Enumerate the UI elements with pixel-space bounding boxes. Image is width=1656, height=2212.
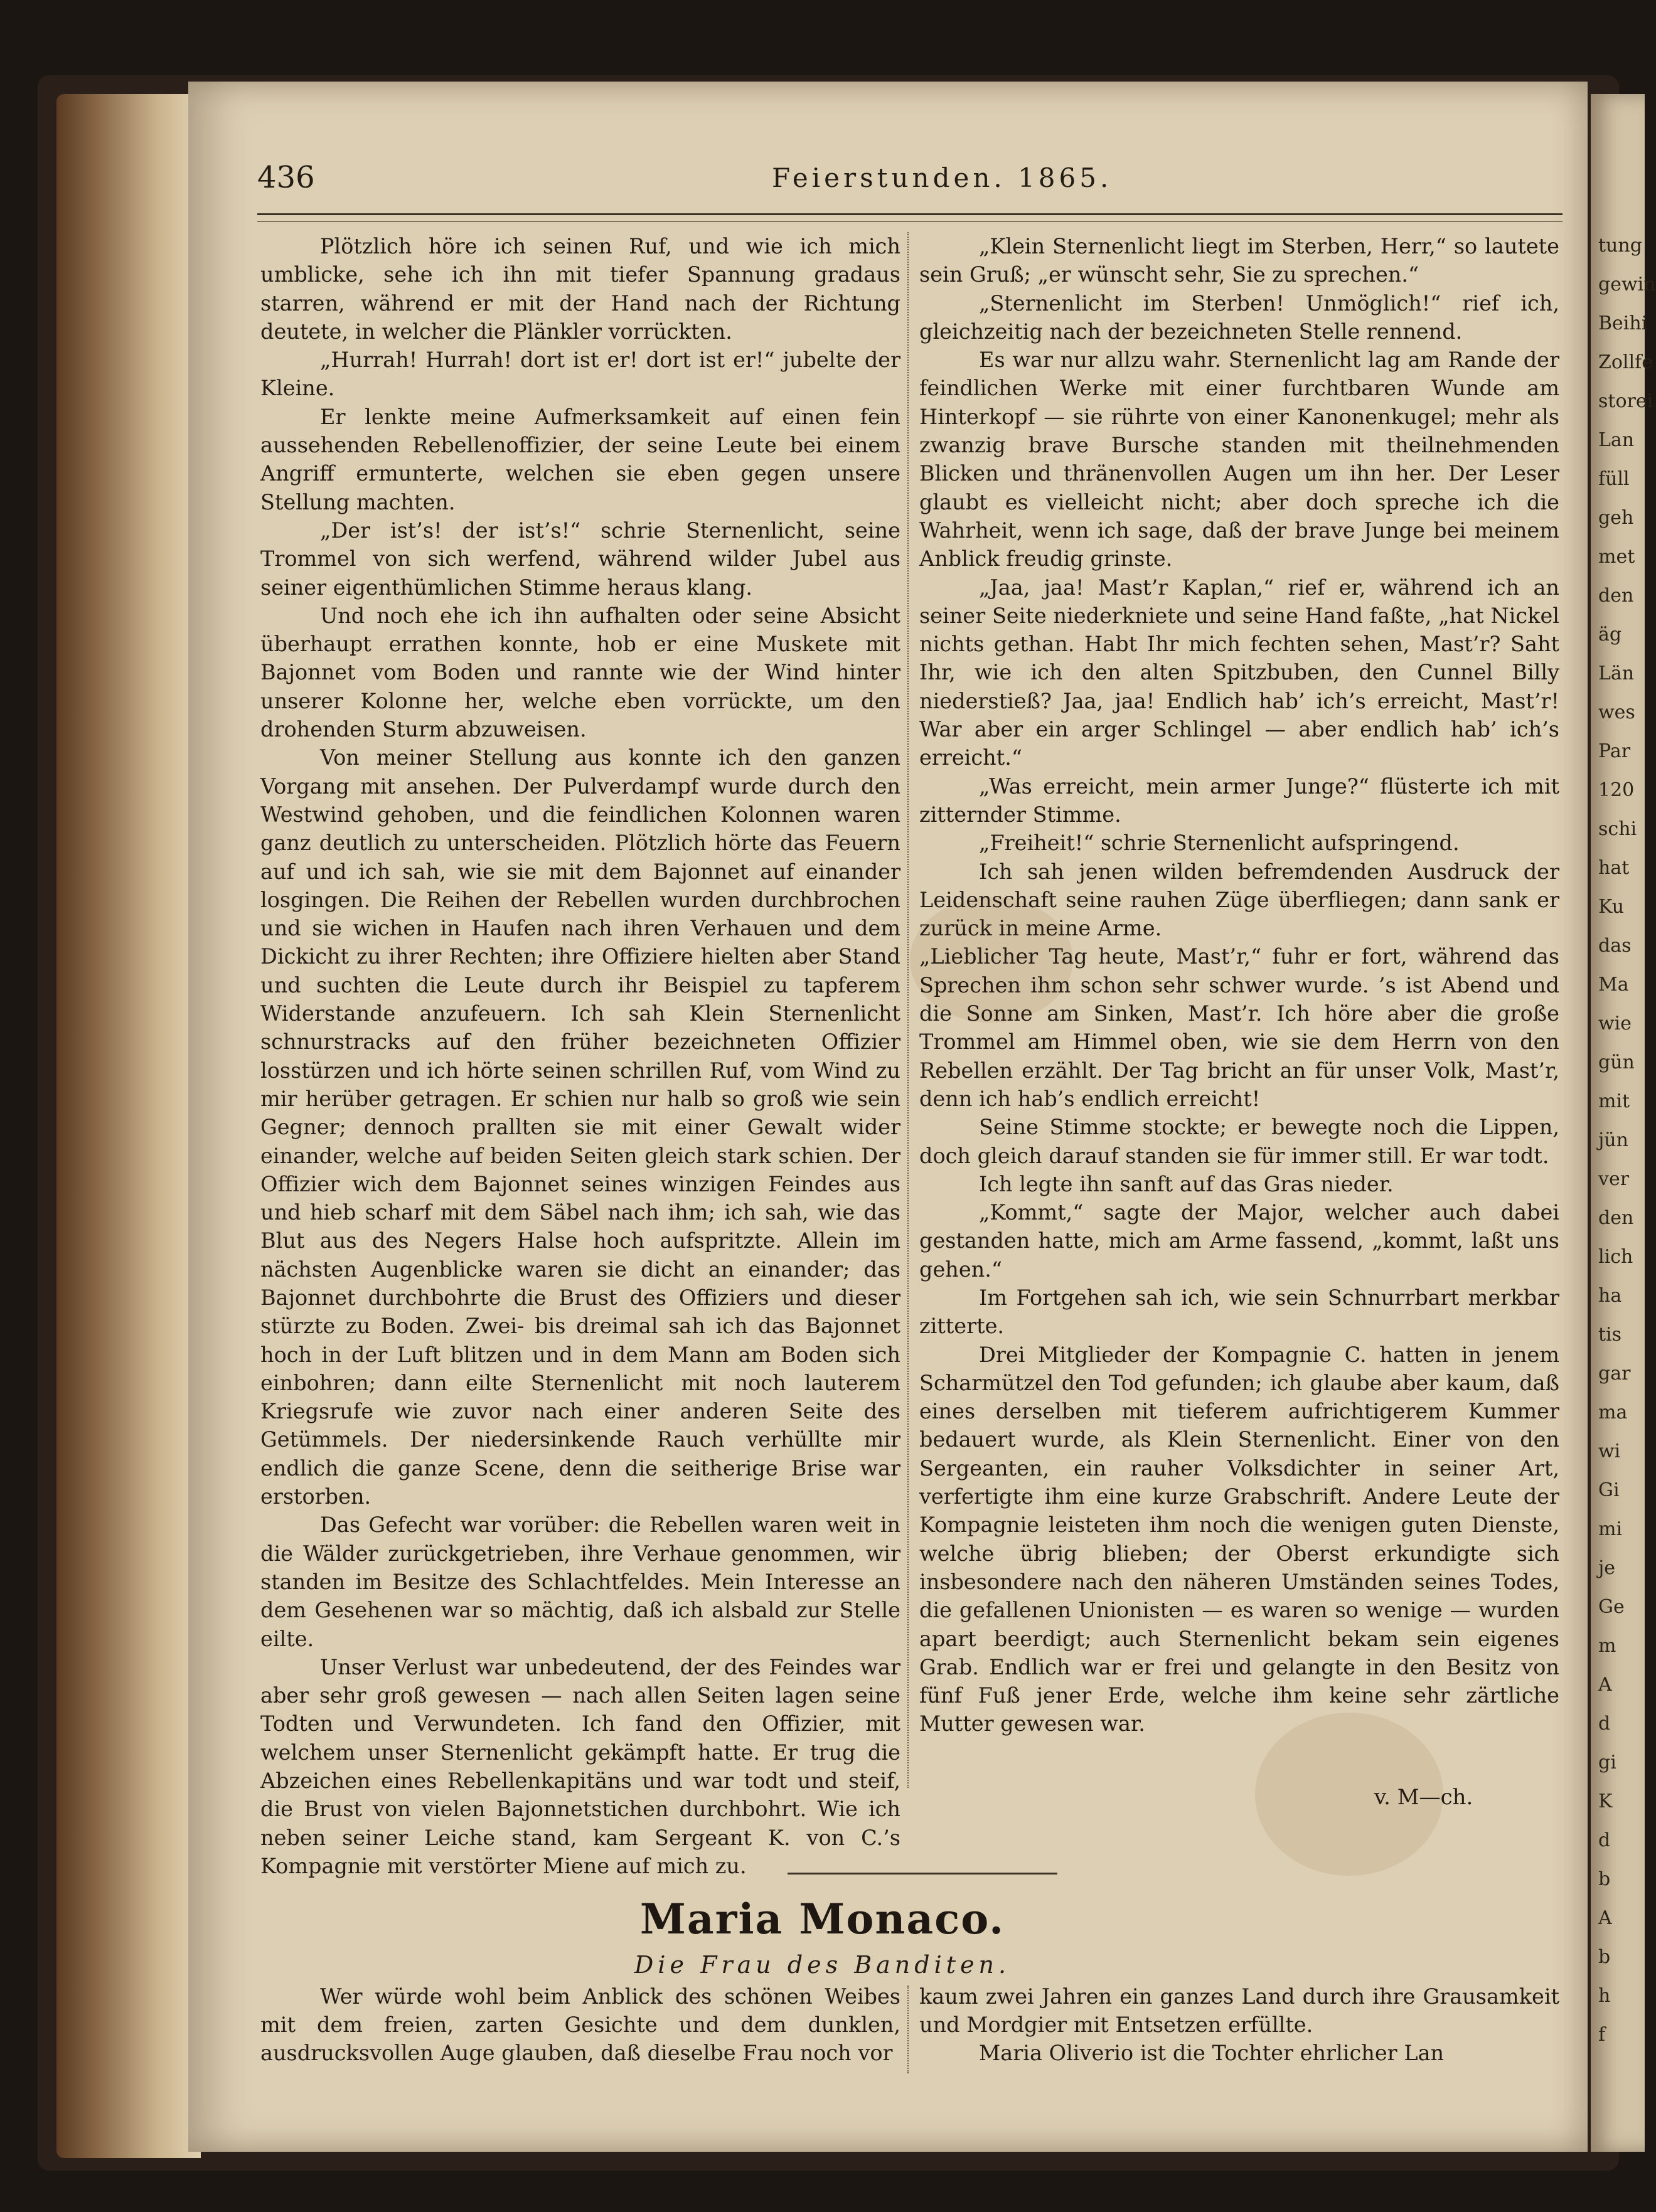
facing-page-fragment: Par	[1598, 740, 1631, 762]
facing-page-edge	[1591, 94, 1656, 2152]
page-edges	[56, 94, 201, 2158]
paragraph: Es war nur allzu wahr. Sternenlicht lag am Rande der feindlichen Werke mit einer furchtbaren Wunde am Hinterkopf — sie rührte von einer Kanonenkugel; mehr als zwanzig brave Bursche standen mit theilnehmenden Blicken und thränenvollen Augen um ihn her. Der Leser glaubt es vielleicht nicht; aber doch spreche ich die Wahrheit, wenn ich sage, daß der brave Junge bei meinem Anblick freudig grinste.	[919, 348, 1559, 572]
facing-page-fragment: f	[1598, 2024, 1606, 2046]
facing-page-fragment: ma	[1598, 1401, 1628, 1423]
facing-page-fragment: gün	[1598, 1051, 1635, 1073]
bottom-right-column	[919, 1982, 1559, 2067]
facing-page-fragment: storei	[1598, 390, 1653, 412]
facing-page-fragment: d	[1598, 1829, 1611, 1851]
facing-page-fragment: tis	[1598, 1324, 1622, 1346]
facing-page-fragment: gar	[1598, 1363, 1631, 1385]
header-rule	[257, 213, 1563, 222]
section-subtitle: Die Frau des Banditen.	[634, 1951, 1011, 1979]
facing-page-fragment: A	[1598, 1674, 1612, 1696]
facing-page-fragment: ver	[1598, 1168, 1630, 1190]
facing-page-fragment: wes	[1598, 701, 1635, 723]
facing-page-fragment: m	[1598, 1635, 1616, 1657]
running-head: Feierstunden. 1865.	[772, 162, 1113, 193]
facing-page-fragment: jün	[1598, 1129, 1628, 1151]
paragraph: Seine Stimme stockte; er bewegte noch die Lippen, doch gleich darauf standen sie für immer still. Er war todt.	[919, 1115, 1559, 1168]
facing-page-fragment: Gi	[1598, 1479, 1620, 1501]
facing-page-fragment: Lan	[1598, 429, 1635, 451]
paragraph: „Jaa, jaa! Mast’r Kaplan,“ rief er, während ich an seiner Seite niederkniete und seine Hand faßte, „hat Nickel nichts gethan. Habt Ihr mich fechten sehen, Mast’r? Saht Ihr, wie ich den alten Spitzbuben, den Cunnel Billy niederstieß? Jaa, jaa! Endlich hab’ ich’s erreicht, Mast’r! War aber ein arger Schlingel — aber endlich hab’ ich’s erreicht.“	[919, 575, 1559, 770]
paragraph: „Lieblicher Tag heute, Mast’r,“ fuhr er fort, während das Sprechen ihm schon sehr schwer wurde. ’s ist Abend und die Sonne am Sinken, Mast’r. Ich höre aber die große Trommel am Himmel oben, wie sie dem Herrn von den Rebellen erzählt. Der Tag bricht an für unser Volk, Mast’r, denn ich hab’s endlich erreicht!	[919, 944, 1559, 1111]
facing-page-fragment: d	[1598, 1713, 1611, 1735]
paragraph: Maria Oliverio ist die Tochter ehrlicher Lan	[979, 2041, 1445, 2065]
facing-page-fragment: den	[1598, 1207, 1634, 1229]
paragraph: Plötzlich höre ich seinen Ruf, und wie ich mich umblicke, sehe ich ihn mit tiefer Spannung gradaus starren, während er mit der Hand nach der Richtung deutete, in welcher die Plänkler vorrückten.	[260, 234, 900, 344]
column-divider	[907, 232, 909, 1788]
paragraph: „Freiheit!“ schrie Sternenlicht aufspringend.	[979, 831, 1460, 856]
facing-page-fragment: das	[1598, 935, 1632, 957]
facing-page-fragment: K	[1598, 1790, 1613, 1812]
facing-page-fragment: Ge	[1598, 1596, 1625, 1618]
paragraph: „Klein Sternenlicht liegt im Sterben, Herr,“ so lautete sein Gruß; „er wünscht sehr, Sie zu sprechen.“	[919, 234, 1559, 287]
paragraph: „Hurrah! Hurrah! dort ist er! dort ist er!“ jubelte der Kleine.	[260, 348, 900, 401]
section-title: Maria Monaco.	[639, 1895, 1005, 1943]
paragraph: Ich legte ihn sanft auf das Gras nieder.	[979, 1171, 1394, 1196]
page-header	[257, 160, 1563, 204]
facing-page-fragment: gewin	[1598, 274, 1656, 295]
facing-page-fragment: A	[1598, 1907, 1612, 1929]
facing-page-fragment: lich	[1598, 1246, 1633, 1268]
facing-page-fragment: mi	[1598, 1518, 1623, 1540]
facing-page-fragment: wi	[1598, 1440, 1621, 1462]
paragraph: Im Fortgehen sah ich, wie sein Schnurrbart merkbar zitterte.	[919, 1285, 1559, 1339]
facing-page-fragment: äg	[1598, 624, 1622, 646]
bottom-left-column	[260, 1982, 900, 2067]
right-column	[919, 232, 1559, 1819]
facing-page-fragment: mit	[1598, 1090, 1630, 1112]
paragraph: Das Gefecht war vorüber: die Rebellen waren weit in die Wälder zurückgetrieben, ihre Verhaue genommen, wir standen im Besitze des Schlachtfeldes. Mein Interesse an dem Gesehenen war so mächtig, daß ich alsbald zur Stelle eilte.	[260, 1513, 900, 1651]
facing-page-fragment: Zollfe	[1598, 351, 1653, 373]
facing-page-fragment: h	[1598, 1985, 1611, 2007]
facing-page-fragment: Län	[1598, 662, 1635, 684]
page-number: 436	[257, 160, 315, 195]
facing-page-fragment: je	[1598, 1557, 1616, 1579]
facing-page-fragment: hat	[1598, 857, 1630, 879]
facing-page-fragment: 120	[1598, 779, 1635, 801]
paragraph: Von meiner Stellung aus konnte ich den ganzen Vorgang mit ansehen. Der Pulverdampf wurde durch den Westwind gehoben, und die feindlichen Kolonnen waren ganz deutlich zu unterscheiden. Plötzlich hörte das Feuern auf und ich sah, wie sie mit dem Bajonnet auf einander losgingen. Die Reihen der Rebellen wurden durchbrochen und sie wichen in Haufen nach ihren Verhauen und dem Dickicht zu ihrer Rechten; ihre Offiziere hielten aber Stand und suchten die Leute durch ihr Beispiel zu tapferem Widerstande anzufeuern. Ich sah Klein Sternenlicht schnurstracks auf den früher bezeichneten Offizier losstürzen und ich hörte seinen schrillen Ruf, vom Wind zu mir herüber getragen. Er schien nur halb so groß wie sein Gegner; dennoch prallten sie mit einer Gewalt wider einander, welche auf beiden Seiten gleich stark schien. Der Offizier wich dem Bajonnet seines winzigen Feindes aus und hieb scharf mit dem Säbel nach ihm; ich sah, wie das Blut aus des Negers Halse hoch aufspritzte. Allein im nächsten Augenblicke waren sie dicht an einander; das Bajonnet durchbohrte die Brust des Offiziers und dieser stürzte zu Boden. Zwei- bis dreimal sah ich das Bajonnet hoch in der Luft blitzen und in dem Mann am Boden sich einbohren; dann eilte Sternenlicht mit noch lauterem Kriegsrufe wie zuvor nach einer anderen Seite des Getümmels. Der niedersinkende Rauch verhüllte mir endlich die ganze Scene, denn die seitherige Brise war erstorben.	[260, 745, 900, 1509]
paragraph: Ich sah jenen wilden befremdenden Ausdruck der Leidenschaft seine rauhen Züge überfliegen; dann sank er zurück in meine Arme.	[919, 859, 1559, 941]
facing-page-fragment: Beihi	[1598, 312, 1648, 334]
facing-page-fragment: schi	[1598, 818, 1637, 840]
section-rule	[788, 1873, 1057, 1874]
paragraph: Wer würde wohl beim Anblick des schönen Weibes mit dem freien, zarten Gesichte und dem dunklen, ausdrucksvollen Auge glauben, daß dieselbe Frau noch vor	[260, 1984, 900, 2065]
paragraph: „Was erreicht, mein armer Junge?“ flüsterte ich mit zitternder Stimme.	[919, 774, 1559, 827]
facing-page-fragment: tung	[1598, 235, 1642, 257]
facing-page-fragment: b	[1598, 1868, 1611, 1890]
left-column	[260, 232, 900, 1878]
facing-page-fragment: gi	[1598, 1752, 1616, 1773]
facing-page-fragment: wie	[1598, 1013, 1632, 1034]
paragraph: Unser Verlust war unbedeutend, der des Feindes war aber sehr groß gewesen — nach allen Seiten lagen seine Todten und Verwundeten. Ich fand den Offizier, mit welchem unser Sternenlicht gekämpft hatte. Er trug die Abzeichen eines Rebellenkapitäns und war todt und steif, die Brust von vielen Bajonnetstichen durchbohrt. Wie ich neben seiner Leiche stand, kam Sergeant K. von C.’s Kompagnie mit verstörter Miene auf mich zu.	[260, 1654, 900, 1878]
facing-page-fragment: füll	[1598, 468, 1630, 490]
facing-page-fragment: Ku	[1598, 896, 1625, 918]
facing-page-fragment: ha	[1598, 1285, 1622, 1307]
bottom-column-divider	[907, 1986, 909, 2073]
facing-page-fragment: b	[1598, 1946, 1611, 1968]
paragraph: Drei Mitglieder der Kompagnie C. hatten in jenem Scharmützel den Tod gefunden; ich glaube aber kaum, daß eines derselben mit tieferem aufrichtigerem Kummer bedauert wurde, als Klein Sternenlicht. Einer von den Sergeanten, ein rauher Volksdichter in seiner Art, verfertigte ihm eine kurze Grabschrift. Andere Leute der Kompagnie leisteten ihm noch die wenigen guten Dienste, welche übrig blieben; der Oberst erkundigte sich insbesondere nach den näheren Umständen seines Todes, die gefallenen Unionisten — es waren so wenige — wurden apart beerdigt; auch Sternenlicht bekam sein eigenes Grab. Endlich war er frei und gelangte in den Besitz von fünf Fuß jener Erde, welche ihm keine sehr zärtliche Mutter gewesen war.	[919, 1342, 1559, 1736]
paragraph: „Kommt,“ sagte der Major, welcher auch dabei gestanden hatte, mich am Arme fassend, „kommt, laßt uns gehen.“	[919, 1200, 1559, 1282]
facing-page-fragment: den	[1598, 585, 1634, 607]
facing-page-fragment: met	[1598, 546, 1635, 568]
paragraph: „Der ist’s! der ist’s!“ schrie Sternenlicht, seine Trommel von sich werfend, während wilder Jubel aus seiner eigenthümlichen Stimme heraus klang.	[260, 518, 900, 600]
paragraph: Er lenkte meine Aufmerksamkeit auf einen fein aussehenden Rebellenoffizier, der seine Leute bei einem Angriff ermunterte, welchen sie eben gegen unsere Stellung machten.	[260, 404, 900, 514]
facing-page-fragment: geh	[1598, 507, 1634, 529]
paragraph: Und noch ehe ich ihn aufhalten oder seine Absicht überhaupt errathen konnte, hob er eine Muskete mit Bajonnet vom Boden und rannte wie der Wind hinter unserer Kolonne her, welche eben vorrückte, um den drohenden Sturm abzuweisen.	[260, 603, 900, 742]
facing-page-fragment: Ma	[1598, 974, 1629, 996]
paragraph: kaum zwei Jahren ein ganzes Land durch ihre Grausamkeit und Mordgier mit Entsetzen erfüllte.	[919, 1984, 1559, 2037]
paragraph: „Sternenlicht im Sterben! Unmöglich!“ rief ich, gleichzeitig nach der bezeichneten Stelle rennend.	[919, 290, 1559, 344]
author-signature: v. M—ch.	[1374, 1785, 1473, 1810]
